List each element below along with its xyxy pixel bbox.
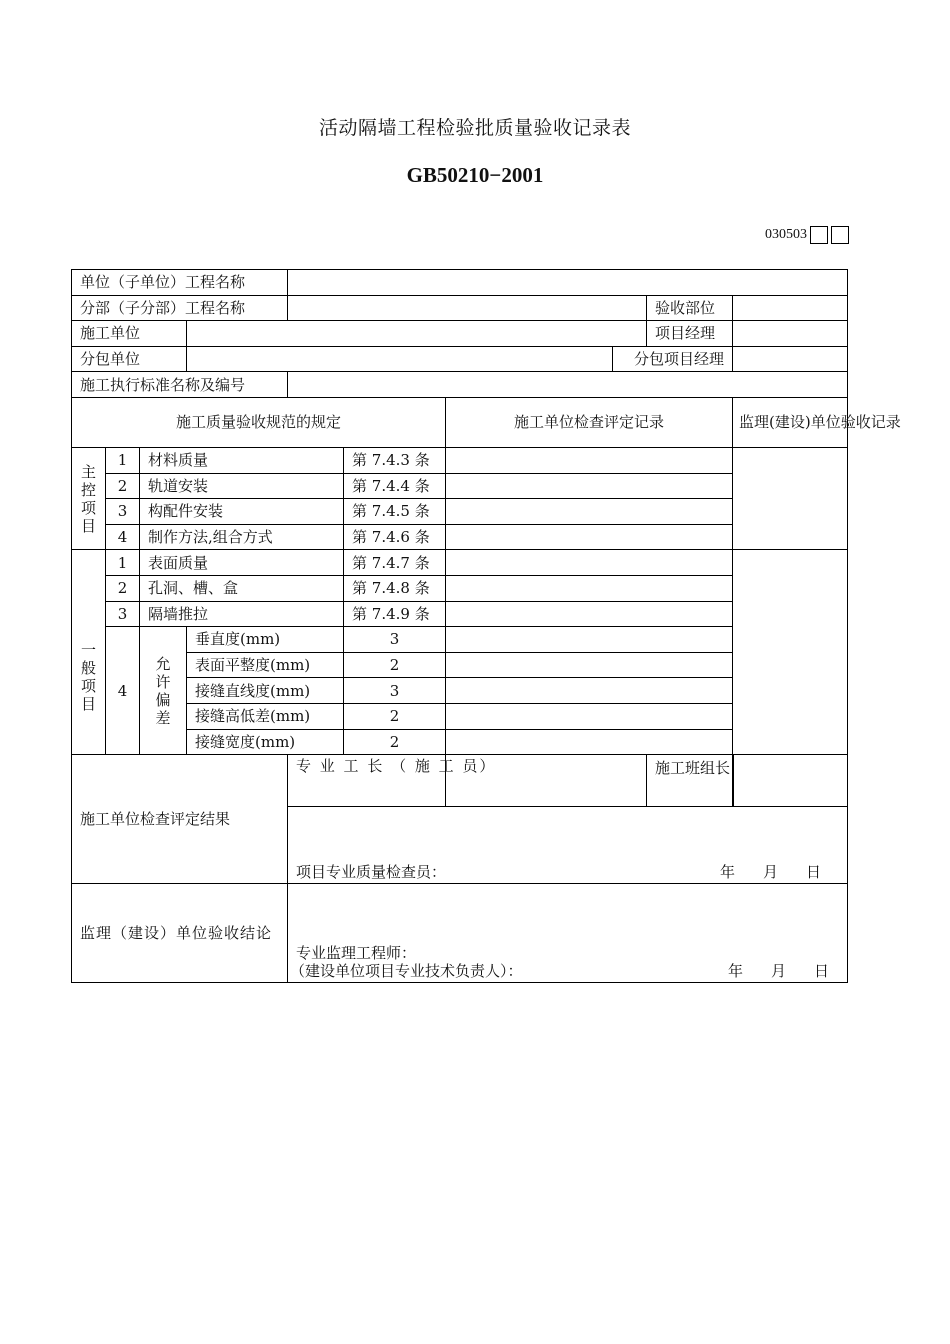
item-clause: 第 7.4.6 条 (344, 524, 446, 550)
conclusion-cell[interactable] (288, 884, 848, 983)
label-subcontract-unit: 分包单位 (72, 346, 187, 372)
table-row (72, 447, 848, 473)
result-label: 施工单位检查评定结果 (72, 755, 288, 884)
table-row (72, 627, 848, 653)
item-name: 孔洞、槽、盒 (140, 575, 344, 601)
item-clause: 第 7.4.3 条 (344, 447, 446, 473)
form-title: 活动隔墙工程检验批质量验收记录表 (318, 117, 631, 139)
record-cell[interactable] (446, 627, 733, 653)
result-row-top (72, 755, 848, 807)
item-no: 3 (106, 601, 140, 627)
info-row-construction-unit (72, 321, 848, 347)
item-no: 1 (106, 550, 140, 576)
record-cell[interactable] (446, 729, 733, 755)
owner-rep-label: （建设单位项目专业技术负责人）： (290, 962, 523, 981)
deviation-name: 接缝高低差(mm) (187, 703, 344, 729)
deviation-name: 接缝宽度(mm) (187, 729, 344, 755)
field-sub-project[interactable] (288, 295, 647, 321)
item-name: 表面质量 (140, 550, 344, 576)
table-row (72, 550, 848, 576)
table-row (72, 678, 848, 704)
item-no: 1 (106, 447, 140, 473)
label-standard-name: 施工执行标准名称及编号 (72, 372, 288, 398)
deviation-name: 垂直度(mm) (187, 627, 344, 653)
item-no: 2 (106, 473, 140, 499)
inspector-label: 项目专业质量检查员： (296, 863, 447, 882)
header-supervision: 监理(建设)单位验收记录 (733, 397, 848, 447)
team-leader-label: 施工班组长 (647, 755, 733, 807)
inspector-date: 年 月 日 (720, 863, 822, 882)
item-clause: 第 7.4.7 条 (344, 550, 446, 576)
record-cell[interactable] (446, 703, 733, 729)
field-construction-unit[interactable] (187, 321, 647, 347)
table-row (72, 729, 848, 755)
record-cell[interactable] (446, 550, 733, 576)
conclusion-label: 监理（建设）单位验收结论 (72, 884, 288, 983)
item-clause: 第 7.4.5 条 (344, 499, 446, 525)
record-cell[interactable] (446, 575, 733, 601)
info-row-unit-project (72, 270, 848, 296)
label-sub-project: 分部（子分部）工程名称 (72, 295, 288, 321)
record-cell[interactable] (446, 652, 733, 678)
inspector-cell[interactable] (288, 807, 848, 884)
label-accept-part: 验收部位 (647, 295, 733, 321)
label-project-manager: 项目经理 (647, 321, 733, 347)
team-leader-field[interactable] (733, 755, 848, 807)
info-row-standard (72, 372, 848, 398)
label-unit-project: 单位（子单位）工程名称 (72, 270, 288, 296)
column-header-row (72, 397, 848, 447)
conclusion-row (72, 884, 848, 983)
item-no: 2 (106, 575, 140, 601)
item-clause: 第 7.4.8 条 (344, 575, 446, 601)
field-accept-part[interactable] (733, 295, 848, 321)
deviation-value: 3 (344, 627, 446, 653)
conclusion-date: 年 月 日 (728, 962, 830, 981)
supervision-cell-main[interactable] (733, 447, 848, 549)
record-cell[interactable] (446, 499, 733, 525)
inspection-form-table (71, 269, 901, 983)
deviation-value: 3 (344, 678, 446, 704)
table-row (72, 575, 848, 601)
table-row (72, 473, 848, 499)
item-no: 4 (106, 627, 140, 755)
field-subcontract-unit[interactable] (187, 346, 613, 372)
foreman-label: 专 业 工 长 （ 施 工 员） (288, 755, 446, 807)
deviation-value: 2 (344, 703, 446, 729)
main-items-label: 主 控 项 目 (72, 447, 106, 549)
form-number (765, 226, 849, 244)
deviation-name: 表面平整度(mm) (187, 652, 344, 678)
item-clause: 第 7.4.9 条 (344, 601, 446, 627)
deviation-value: 2 (344, 652, 446, 678)
table-row (72, 524, 848, 550)
info-row-sub-project (72, 295, 848, 321)
item-name: 构配件安装 (140, 499, 344, 525)
deviation-name: 接缝直线度(mm) (187, 678, 344, 704)
label-construction-unit: 施工单位 (72, 321, 187, 347)
field-unit-project[interactable] (288, 270, 848, 296)
standard-code: GB50210−2001 (406, 163, 544, 187)
table-row (72, 499, 848, 525)
general-items-label: 一 般 项 目 (72, 550, 106, 755)
deviation-label: 允 许 偏 差 (140, 627, 187, 755)
field-project-manager[interactable] (733, 321, 848, 347)
label-subcontract-manager: 分包项目经理 (613, 346, 733, 372)
table-row (72, 703, 848, 729)
header-record: 施工单位检查评定记录 (446, 397, 733, 447)
item-no: 4 (106, 524, 140, 550)
form-number-box-1[interactable] (810, 226, 828, 244)
field-subcontract-manager[interactable] (733, 346, 848, 372)
deviation-value: 2 (344, 729, 446, 755)
record-cell[interactable] (446, 524, 733, 550)
item-no: 3 (106, 499, 140, 525)
record-cell[interactable] (446, 601, 733, 627)
supervision-cell-general[interactable] (733, 550, 848, 755)
field-standard-name[interactable] (288, 372, 848, 398)
form-number-box-2[interactable] (831, 226, 849, 244)
item-name: 材料质量 (140, 447, 344, 473)
item-name: 隔墙推拉 (140, 601, 344, 627)
header-spec: 施工质量验收规范的规定 (72, 397, 446, 447)
item-name: 轨道安装 (140, 473, 344, 499)
item-name: 制作方法,组合方式 (140, 524, 344, 550)
form-number-text: 030503 (765, 227, 807, 242)
item-clause: 第 7.4.4 条 (344, 473, 446, 499)
table-row (72, 601, 848, 627)
table-row (72, 652, 848, 678)
info-row-subcontract-unit (72, 346, 848, 372)
record-cell[interactable] (446, 473, 733, 499)
record-cell[interactable] (446, 678, 733, 704)
engineer-label: 专业监理工程师： (296, 944, 417, 963)
record-cell[interactable] (446, 447, 733, 473)
